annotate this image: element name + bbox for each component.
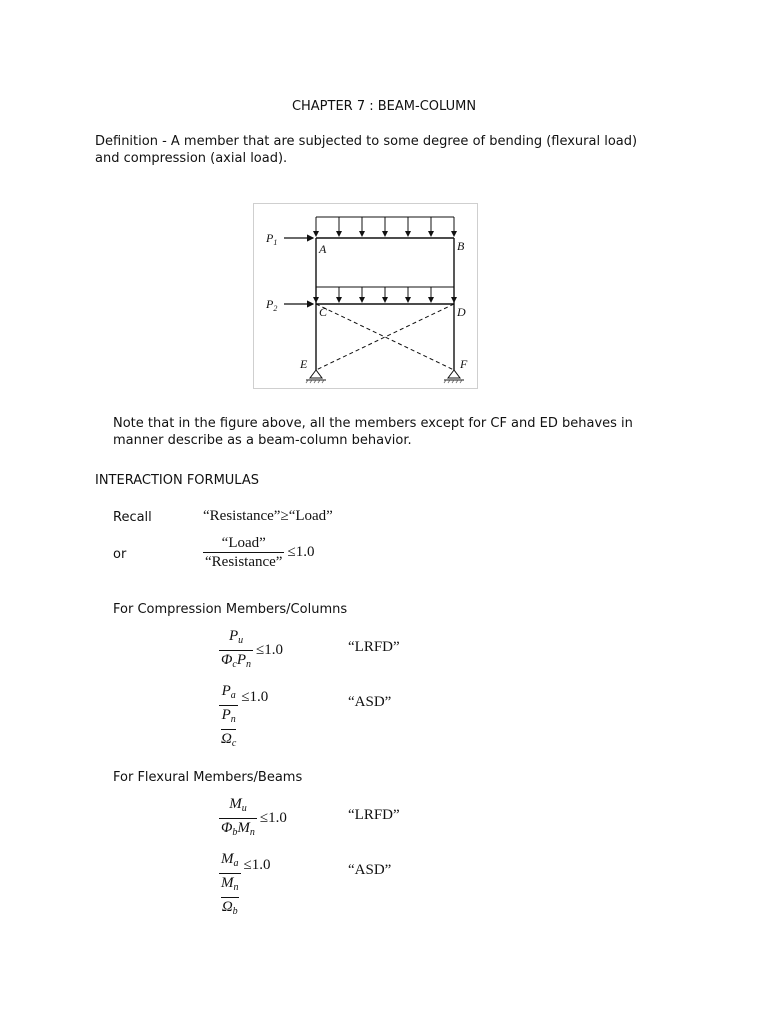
interaction-formulas-heading: INTERACTION FORMULAS (95, 473, 259, 488)
note-paragraph: Note that in the figure above, all the members except for CF and ED behaves in manner describe as a beam-column behavior. (113, 416, 633, 448)
flexural-lrfd-formula: $\frac{M_u}{\Phi_bM_n}$ ≤1.0 (221, 796, 287, 838)
ratio-rhs: ≤1.0 (287, 544, 315, 560)
flexural-asd-tag: “ASD” (348, 862, 392, 878)
compression-asd-formula: $P_a$ $P_n$ $\Omega_c$ ≤1.0 (219, 682, 268, 753)
label-d: D (457, 305, 466, 319)
or-label: or (113, 547, 127, 562)
compression-heading: For Compression Members/Columns (113, 602, 348, 617)
label-p1: $P_1$ (266, 231, 278, 247)
label-c: C (319, 305, 328, 319)
label-b: B (457, 239, 465, 253)
compression-lrfd-tag: “LRFD” (348, 639, 400, 655)
compression-lrfd-formula: $\frac{P_u}{\Phi_cP_n}$ ≤1.0 (221, 628, 284, 670)
frame-diagram (254, 204, 479, 390)
compression-asd-tag: “ASD” (348, 694, 392, 710)
flexural-lrfd-tag: “LRFD” (348, 807, 400, 823)
label-e: E (300, 357, 308, 371)
label-a: A (319, 242, 327, 256)
label-f: F (460, 357, 468, 371)
beam-column-frame-figure (253, 203, 478, 389)
flexural-asd-formula: $M_a$ $M_n$ $\Omega_b$ ≤1.0 (219, 850, 270, 921)
definition-paragraph: Definition - A member that are subjected to some degree of bending (flexural load) and compression (axial load). (95, 134, 638, 166)
distributed-load-arrows-top (316, 217, 454, 236)
recall-label: Recall (113, 510, 152, 525)
label-p2: $P_2$ (266, 297, 278, 313)
load-resistance-ratio (203, 534, 314, 571)
recall-formula: “Resistance”≥“Load” (203, 508, 333, 524)
ratio-numerator: “Load” (221, 535, 266, 551)
pin-support-f (444, 370, 464, 383)
distributed-load-arrows-middle (316, 287, 454, 302)
ratio-denominator: “Resistance” (205, 554, 283, 570)
pin-support-e (306, 370, 326, 383)
chapter-title: CHAPTER 7 : BEAM-COLUMN (291, 99, 477, 114)
flexural-heading: For Flexural Members/Beams (113, 770, 303, 785)
